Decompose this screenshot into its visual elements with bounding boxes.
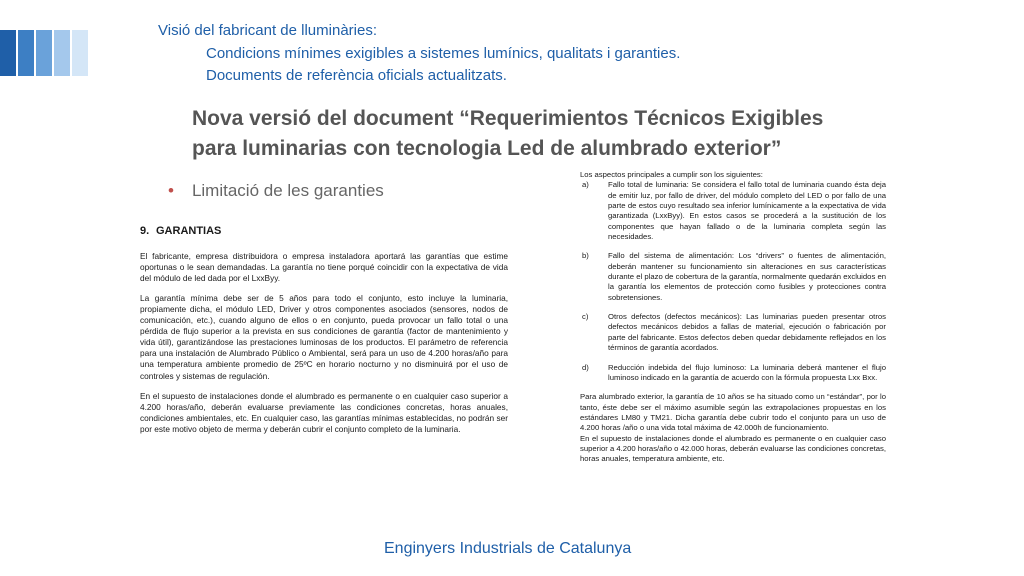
decorative-bar-4 bbox=[54, 30, 70, 76]
doc-list-item bbox=[582, 180, 886, 242]
doc-list-item bbox=[582, 312, 886, 353]
doc-list-text: Otros defectos (defectos mecánicos): Las luminarias pueden presentar otros defectos mecánicos debidos a fallas de material, ejecución o fabricación por parte del fabricante. Estos defectos deben quedar debidamente reflejados en los términos de garantía acordados. bbox=[608, 312, 886, 353]
doc-list-text: Fallo total de luminaria: Se considera el fallo total de luminaria cuando ésta deja de emitir luz, por fallo de driver, del módulo completo del LED o por fallo de una parte de estos cuyo resultado sea inferior lumínicamente a la expectativa de vida garantizada (LxxByy). En estos casos se procederá a la sustitución de los componentes que hayan fallado o de la luminaria completa según las necesidades. bbox=[608, 180, 886, 242]
doc-intro: Los aspectos principales a cumplir son los siguientes: bbox=[580, 170, 763, 179]
header-line-1: Visió del fabricant de lluminàries: bbox=[158, 22, 378, 39]
doc-list-text: Fallo del sistema de alimentación: Los “drivers” o fuentes de alimentación, deberán mantener su funcionamiento sin alteraciones en sus características durante el plazo de cobertura de la garantía, normalmente quedarán excluidos en la garantía los elementos de protección como fusibles y protecciones contra sobretensiones. bbox=[608, 251, 886, 302]
decorative-bars bbox=[0, 30, 90, 76]
doc-paragraph: Para alumbrado exterior, la garantía de 10 años se ha situado como un “estándar”, por lo tanto, éste debe ser el máximo asumible según las extrapolaciones propuestas en los estándares LM80 y TM21. Dicha garantía debe cubrir todo el conjunto para un uso de 4.200 horas /año o una vida total máxima de 42.000h de funcionamiento. bbox=[580, 392, 886, 433]
slide-title bbox=[192, 104, 872, 164]
bullet-text: Limitació de les garanties bbox=[191, 181, 384, 200]
decorative-bar-5 bbox=[72, 30, 88, 76]
decorative-bar-1 bbox=[0, 30, 16, 76]
doc-list-label: b) bbox=[582, 251, 589, 261]
doc-paragraph: En el supuesto de instalaciones donde el alumbrado es permanente o en cualquier caso superior a 4.200 horas/año, deberán evaluarse previamente las condiciones concretas, horas anuales, condiciones ambientales, etc. En cualquier caso, las garantías mínimas establecidas, no podrán ser por este motivo objeto de merma y deberán cubrir el conjunto completo de la luminaria. bbox=[140, 390, 508, 434]
bullet-symbol: • bbox=[168, 181, 174, 200]
doc-list-item bbox=[582, 251, 886, 303]
doc-list-label: c) bbox=[582, 312, 589, 322]
slide-title-line-1: Nova versió del document “Requerimientos Técnicos Exigibles bbox=[192, 107, 824, 130]
document-excerpt-garantias bbox=[140, 226, 508, 444]
header-line-2: Condicions mínimes exigibles a sistemes lumínics, qualitats i garanties. bbox=[206, 45, 681, 62]
decorative-bar-2 bbox=[18, 30, 34, 76]
decorative-bar-3 bbox=[36, 30, 52, 76]
footer-organization: Enginyers Industrials de Catalunya bbox=[384, 540, 632, 557]
section-title: GARANTIAS bbox=[156, 225, 222, 237]
section-heading bbox=[140, 226, 508, 237]
doc-list-label: a) bbox=[582, 180, 589, 190]
header-line-3: Documents de referència oficials actualitzats. bbox=[206, 67, 507, 84]
section-number: 9. bbox=[140, 225, 150, 237]
doc-list-label: d) bbox=[582, 362, 589, 372]
slide-title-line-2: para luminarias con tecnologia Led de alumbrado exterior” bbox=[192, 137, 782, 160]
doc-paragraph: El fabricante, empresa distribuidora o empresa instaladora aportará las garantías que estime oportunas o le sean demandadas. La garantía no tiene porqué coincidir con la expectativa de vida del módulo de led dada por el LxxByy. bbox=[140, 251, 508, 284]
bullet-item bbox=[168, 181, 384, 201]
doc-paragraph: En el supuesto de instalaciones donde el alumbrado es permanente o en cualquier caso superior a 4.200 horas/año o 42.000 horas, deberán evaluarse las condiciones concretas, horas anuales, temperatura ambiente, etc. bbox=[580, 433, 886, 464]
doc-list-item bbox=[582, 363, 886, 384]
doc-paragraph: La garantía mínima debe ser de 5 años para todo el conjunto, esto incluye la luminaria, propiamente dicha, el módulo LED, Driver y otros componentes asociados (sensores, nodos de comunicación, etc.), cuando alguno de ellos o en conjunto, pueda provocar un fallo total o una pérdida de flujo superior a la prevista en sus condiciones de garantía (factor de mantenimiento y vida útil), garantizándose las prestaciones luminosas de los productos. El parámetro de referencia para una instalación de Alumbrado Público o Ambiental, será para un uso de 4.200 horas/año para una temperatura ambiente promedio de 25ºC en horario nocturno y no disminuirá por el uso de controles y sistemas de regulación. bbox=[140, 293, 508, 381]
document-excerpt-aspectos bbox=[580, 170, 886, 465]
doc-list-text: Reducción indebida del flujo luminoso: La luminaria deberá mantener el flujo luminoso indicado en la garantía de acuerdo con la fórmula propuesta Lxx Bxx. bbox=[608, 362, 886, 382]
